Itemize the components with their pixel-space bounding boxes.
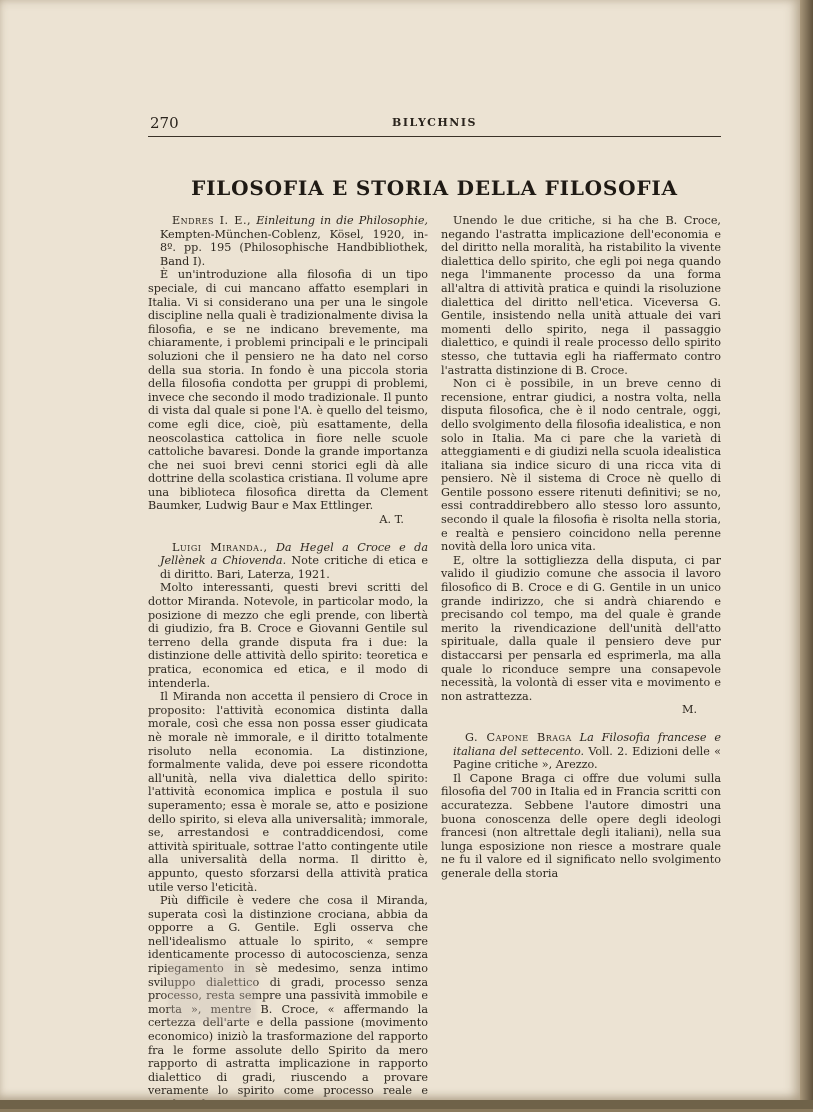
review-paragraph: Più difficile è vedere che cosa il Miranda, superata così la distinzione crociana, abbia da opporre a G. Gentile. Egli osserva che nell'idealismo attuale lo spirito, « sempre identicamente processo di autocoscienza, senza ripiegamento in sè medesimo, senza intimo sviluppo dialettico di gradi, processo senza processo, resta sempre una passività immobile e morta », mentre B. Croce, « affermando la certezza dell'arte e della passione (movimento economico) iniziò la trasformazione del rapporto fra le forme assolute dello Spirito da mero rapporto di astratta implicazione in rapporto dialettico di gradi, riuscendo a provare veramente lo spirito come processo reale e	[148, 894, 428, 1098]
review-book-title: Da Hegel a Croce e da Jellènek a Chiovenda.	[160, 540, 428, 568]
review-book-details: Note critiche di etica e di diritto. Bari, Laterza, 1921.	[160, 554, 428, 581]
review-paragraph: Unendo le due critiche, si ha che B. Croce, negando l'astratta implicazione dell'economia e del diritto nella moralità, ha ristabilito la vivente dialettica dello spirito, che egli poi nega quando nega l'immanente processo da una forma all'altra di attività pratica e quindi la risoluzione dialettica del diritto nell'etica. Viceversa G. Gentile, insistendo nella unità attuale dei vari momenti dello spirito, nega il passaggio dialettico, e quindi il reale processo dello spirito stesso, che tuttavia egli ha riaffermato contro l'astratta distinzione di B. Croce.	[441, 214, 721, 377]
review-author: Endres I. E.,	[172, 214, 252, 227]
review-signature: M.	[681, 703, 697, 717]
review-paragraph: Il Capone Braga ci offre due volumi sulla filosofia del 700 in Italia ed in Francia scritti con accuratezza. Sebbene l'autore dimostri una buona conoscenza delle opere degli ideologi francesi (non altrettale degli italiani), nella sua lunga esposizione non riesce a mostrare quale ne fu il valore ed il significato nello svolgimento generale della storia	[441, 771, 721, 880]
review-signature: A. T.	[379, 513, 404, 527]
faded-stamp-mark	[168, 960, 256, 1022]
review-paragraph: Molto interessanti, questi brevi scritti del dottor Miranda. Notevole, in particolar modo, la posizione di mezzo che egli prende, con libertà di giudizio, fra B. Croce e Giovanni Gentile sul terreno della grande disputa fra i due: la distinzione delle attività dello spirito: teoretica e pratica, economica ed etica, e il modo di intenderla.	[148, 581, 428, 690]
review-author: G. Capone Braga	[465, 730, 572, 744]
running-title: BILYCHNIS	[392, 116, 477, 129]
review-heading-endres	[148, 214, 428, 268]
review-paragraph: Non ci è possibile, in un breve cenno di recensione, entrar giudici, a nostra volta, nella disputa filosofica, che è il nodo centrale, oggi, dello svolgimento della filosofia idealistica, e non solo in Italia. Ma ci pare che la varietà di atteggiamenti e di giudizi nella scuola idealistica italiana sia indice sicuro di una ricca vita di pensiero. Nè il sistema di Croce nè quello di Gentile possono essere ritenuti definitivi; se no, essi contraddirebbero allo stesso loro assunto, secondo il quale la filosofia è risolta nella storia, e realtà e pensiero coincidono nella perenne novità della loro unica vita.	[441, 377, 721, 554]
review-book-title: Einleitung in die Philosophie,	[256, 214, 428, 227]
review-paragraph: E, oltre la sottigliezza della disputa, ci par valido il giudizio comune che associa il lavoro filosofico di B. Croce e di G. Gentile in un unico grande indirizzo, che si andrà chiarendo e precisando col tempo, ma del quale è grande merito la rivendicazione dell'unità dell'atto spirituale, dalla quale il pensiero deve pur distaccarsi per pensarla ed esprimerla, ma alla quale lo riconduce sempre una consapevole necessità, la volontà di esser vita e movimento e non astrattezza. M.	[441, 553, 721, 717]
right-column	[441, 214, 721, 881]
review-heading-capone-braga	[441, 731, 721, 772]
review-paragraph: È un'introduzione alla filosofia di un tipo speciale, di cui mancano affatto esemplari in Italia. Vi si considerano una per una le singole discipline nella quali è tradizionalmente divisa la filosofia, e se ne indicano brevemente, ma chiaramente, i problemi principali e le principali soluzioni che il pensiero ne ha dato nel corso della sua storia. In fondo è una piccola storia della filosofia condotta per gruppi di problemi, invece che secondo il modo tradizionale. Il punto di vista dal quale si pone l'A. è quello del teismo, come egli dice, cioè, più esattamente, della neoscolastica cattolica in fiore nelle scuole cattoliche bavaresi. Donde la grande importanza che nei suoi brevi cenni storici egli dà alle dottrine della scolastica cristiana. Il volume apre una biblioteca filosofica diretta da Clement Baumker, Ludwig Baur e Max Ettlinger. A. T.	[148, 268, 428, 527]
review-paragraph: Il Miranda non accetta il pensiero di Croce in proposito: l'attività economica distinta dalla morale, così che essa non possa esser giudicata nè morale nè immorale, e il diritto totalmente risoluto nella economia. La distinzione, formalmente valida, deve poi essere ricondotta all'unità, nella viva dialettica dello spirito: l'attività economica implica e postula il suo superamento; essa è morale se, atto e posizione dello spirito, si eleva alla universalità; immorale, se, arrestandosi e contraddicendosi, come attività spirituale, sottrae l'atto contingente utile alla universalità della norma. Il diritto è, appunto, questo sforzarsi della attività pratica utile verso l'eticità.	[148, 690, 428, 894]
review-author: Luigi Miranda.,	[172, 540, 268, 554]
running-header	[148, 114, 721, 137]
book-spine-edge	[800, 0, 813, 1109]
section-title: FILOSOFIA E STORIA DELLA FILOSOFIA	[191, 176, 678, 200]
review-book-details: Kempten-München-Coblenz, Kösel, 1920, in-8º. pp. 195 (Philosophische Handbibliothek, Band I).	[160, 227, 428, 268]
page-number: 270	[150, 114, 179, 132]
review-book-title: La Filosofia francese e italiana del settecento.	[453, 730, 721, 758]
review-book-details: Voll. 2. Edizioni delle « Pagine critiche », Arezzo.	[453, 744, 722, 772]
review-heading-miranda	[148, 541, 428, 582]
page-bottom-edge	[0, 1100, 813, 1109]
